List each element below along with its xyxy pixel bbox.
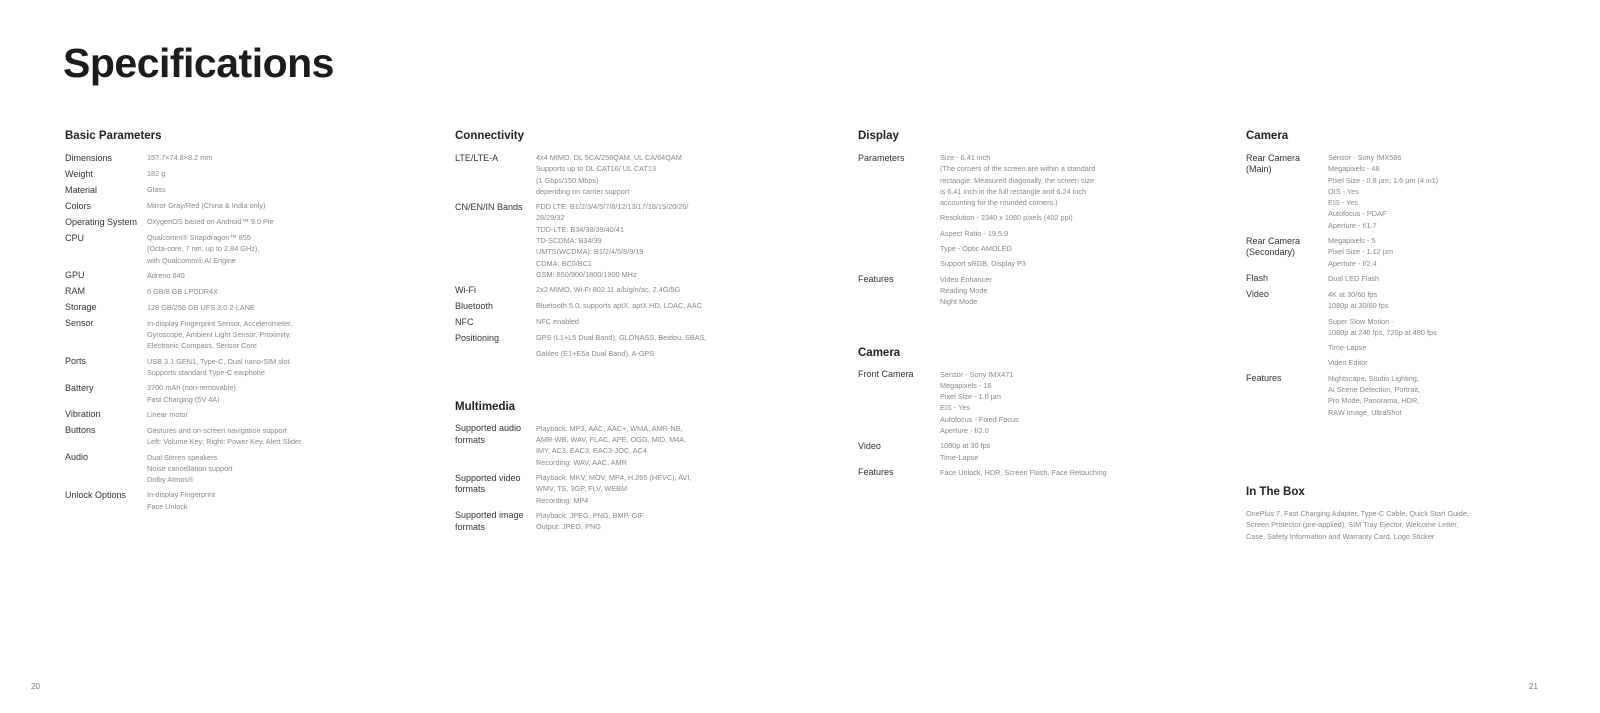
spec-value-line: accounting for the rounded corners.) (940, 198, 1058, 208)
spec-label: Unlock Options (65, 489, 127, 500)
spec-value-line: (Octa-core, 7 nm, up to 2.84 GHz), (147, 244, 260, 254)
spec-label: Buttons (65, 425, 96, 436)
spec-value-line: 1080p at 240 fps, 720p at 480 fps (1328, 327, 1437, 337)
spec-values (147, 232, 365, 266)
spec-value-line: USB 3.1 GEN1, Type-C, Dual nano-SIM slot (147, 356, 290, 366)
spec-value-line: 6 GB/8 GB LPDDR4X (147, 286, 218, 296)
spec-value-line: Type - Optic AMOLED (940, 244, 1012, 254)
spec-values (1328, 289, 1546, 369)
spec-label: Front Camera (858, 369, 914, 380)
spec-row (65, 452, 365, 486)
spec-row (1246, 235, 1546, 269)
spec-value-line: OxygenOS based on Android™ 9.0 Pie (147, 217, 274, 226)
spec-value-line: Sensor - Sony IMX586 (1328, 153, 1402, 162)
spec-value-line: TDD-LTE: B34/38/39/40/41 (536, 224, 624, 234)
spec-value-line: Aperture - f/2.0 (940, 426, 989, 436)
spec-label: Weight (65, 168, 93, 179)
spec-value-line: 1080p at 30/60 fps (1328, 301, 1389, 311)
spec-row (65, 409, 365, 421)
spec-label: Operating System (65, 216, 138, 227)
spec-label: Video (858, 440, 881, 451)
spec-value-line: Pixel Size - 1.12 µm (1328, 247, 1394, 257)
spec-values (147, 216, 365, 228)
spec-values (940, 274, 1188, 308)
spec-row (65, 152, 365, 164)
spec-value-line: Supports standard Type-C earphone (147, 368, 265, 378)
spec-values (147, 489, 365, 512)
spec-values (940, 369, 1188, 437)
spec-row (455, 332, 785, 359)
column-camera (1246, 130, 1546, 542)
spec-label: Supported audio formats (455, 423, 522, 445)
spec-label: Battery (65, 382, 94, 393)
spec-value-line: GPS (L1+L5 Dual Band), GLONASS, Beidou, SBAS, (536, 333, 707, 343)
spec-value-line: 182 g (147, 169, 166, 178)
spec-row (65, 382, 365, 405)
column-basic-parameters (65, 130, 365, 516)
section-title: Display (858, 130, 899, 142)
spec-label: GPU (65, 270, 85, 281)
spec-value-line: Pro Mode, Panorama, HDR, (1328, 396, 1420, 406)
spec-row (858, 369, 1188, 437)
spec-value-line: Playback: JPEG, PNG, BMP, GIF (536, 510, 644, 520)
spec-values (536, 332, 785, 359)
column-display (858, 130, 1188, 483)
spec-value-line: Bluetooth 5.0, supports aptX, aptX HD, LDAC, AAC (536, 301, 702, 311)
spec-value-line: 4x4 MIMO, DL 5CA/256QAM, UL CA/64QAM (536, 153, 682, 162)
spec-value-line: Dual Stereo speakers (147, 452, 218, 462)
spec-row (858, 274, 1188, 308)
spec-value-line: 1080p at 30 fps (940, 441, 991, 451)
spec-value-line: Qualcomm® Snapdragon™ 855 (147, 233, 251, 242)
spec-row (455, 472, 785, 506)
spec-value-line: Nightscape, Studio Lighting, (1328, 373, 1419, 383)
spec-value-line: In-display Fingerprint Sensor, Accelerometer, (147, 318, 293, 328)
spec-values (147, 152, 365, 164)
spec-value-line: Face Unlock (147, 501, 188, 511)
spec-row (455, 510, 785, 534)
spec-values (147, 286, 365, 298)
spec-label: Flash (1246, 273, 1269, 284)
spec-row (65, 425, 365, 448)
section-rows (455, 423, 785, 534)
spec-label: Parameters (858, 152, 905, 163)
spec-values (147, 200, 365, 212)
in-the-box-text (1246, 508, 1546, 542)
spec-row (455, 152, 785, 197)
spec-label: Dimensions (65, 152, 113, 163)
spec-value-line: Resolution - 2340 x 1080 pixels (402 ppi) (940, 213, 1073, 223)
spec-label: Sensor (65, 318, 94, 329)
spec-value-line: Night Mode (940, 297, 978, 307)
section-rows (65, 152, 365, 512)
spec-values (147, 270, 365, 282)
spec-value-line: with Qualcomm® AI Engine (147, 255, 236, 265)
spec-value-line: 128 GB/256 GB UFS 3.0 2-LANE (147, 302, 255, 312)
spec-row (65, 356, 365, 379)
spec-row (1246, 273, 1546, 285)
spec-label: CN/EN/IN Bands (455, 201, 523, 212)
spec-row (1246, 152, 1546, 231)
spec-label: LTE/LTE-A (455, 152, 499, 163)
spec-value-line: UMTS(WCDMA): B1/2/4/5/8/9/19 (536, 247, 644, 257)
spec-label: Features (858, 274, 894, 285)
spec-row (455, 201, 785, 280)
spec-row (455, 316, 785, 328)
spec-value-line: Megapixels - 5 (1328, 236, 1376, 246)
spec-value-line: GSM: 850/900/1800/1900 MHz (536, 269, 637, 279)
spec-values (147, 452, 365, 486)
spec-label: Colors (65, 200, 92, 211)
spec-label: Positioning (455, 332, 500, 343)
spec-values (536, 316, 785, 328)
spec-value-line: 28/29/32 (536, 213, 565, 223)
spec-label: Features (1246, 373, 1282, 384)
spec-label: Features (858, 467, 894, 478)
spec-values (536, 472, 785, 506)
spec-value-line: is 6.41 inch in the full rectangle and 6.24 inch (940, 186, 1087, 196)
spec-value-line: Playback: MKV, MOV, MP4, H.265 (HEVC), AVI, (536, 473, 692, 483)
spec-value-line: Galileo (E1+E5a Dual Band), A-GPS (536, 348, 655, 358)
spec-value-line: Gyroscope, Ambient Light Sensor, Proximity, (147, 330, 291, 340)
spec-label: Bluetooth (455, 300, 494, 311)
spec-values (536, 423, 785, 468)
spec-value-line: Sensor - Sony IMX471 (940, 369, 1014, 379)
spec-label: Material (65, 184, 98, 195)
in-the-box-line: Screen Protector (pre-applied), SIM Tray Ejector, Welcome Letter, (1246, 520, 1459, 530)
spec-value-line: AI Scene Detection, Portrait, (1328, 385, 1421, 395)
spec-values (536, 152, 785, 197)
page-title: Specifications (63, 40, 334, 86)
spec-value-line: depending on carrier support (536, 186, 630, 196)
spec-values (940, 152, 1188, 270)
spec-value-line: Mirror Gray/Red (China & India only) (147, 201, 266, 210)
spec-value-line: Face Unlock, HDR, Screen Flash, Face Retouching (940, 467, 1107, 477)
spec-label: Ports (65, 356, 87, 367)
spec-values (147, 184, 365, 196)
spec-values (147, 382, 365, 405)
spec-value-line: NFC enabled (536, 317, 579, 327)
spec-value-line: Dolby Atmos® (147, 475, 194, 485)
spec-label: Storage (65, 302, 97, 313)
section-title: Basic Parameters (65, 130, 162, 142)
spec-value-line: (The corners of the screen are within a standard (940, 164, 1096, 174)
spec-values (1328, 273, 1546, 285)
spec-label: Supported video formats (455, 472, 521, 495)
spec-value-line: Recording: MP4 (536, 495, 589, 505)
spec-values (536, 510, 785, 534)
spec-values (147, 425, 365, 448)
spec-value-line: Recording: WAV, AAC, AMR (536, 457, 627, 467)
spec-value-line: Adreno 640 (147, 270, 185, 280)
spec-value-line: 157.7×74.8×8.2 mm (147, 153, 213, 162)
spec-value-line: Autofocus - Fixed Focus (940, 414, 1019, 424)
page-number-left: 20 (31, 682, 40, 691)
spec-value-line: 3700 mAh (non-removable) (147, 383, 236, 393)
spec-row (65, 184, 365, 196)
spec-value-line: Left: Volume Key; Right: Power Key, Alert Slider (147, 437, 302, 447)
spec-row (65, 318, 365, 352)
spec-row (455, 284, 785, 296)
spec-value-line: Gestures and on-screen navigation support (147, 425, 287, 435)
spec-value-line: Glass (147, 185, 166, 194)
spec-row (858, 440, 1188, 463)
spec-row (65, 270, 365, 282)
spec-value-line: Pixel Size - 0.8 µm; 1.6 µm (4 in1) (1328, 175, 1439, 185)
spec-label: Rear Camera (Main) (1246, 152, 1301, 174)
spec-values (147, 409, 365, 421)
spec-row (858, 152, 1188, 270)
spec-row (65, 489, 365, 512)
spec-value-line: OIS - Yes (1328, 186, 1359, 196)
spec-row (65, 232, 365, 266)
spec-value-line: IMY, AC3, EAC3, EAC3-JOC, AC4 (536, 446, 647, 456)
spec-label: RAM (65, 286, 85, 297)
spec-label: NFC (455, 316, 474, 327)
spec-value-line: RAW Image, UltraShot (1328, 407, 1402, 417)
spec-value-line: Playback: MP3, AAC, AAC+, WMA, AMR-NB, (536, 423, 683, 433)
spec-value-line: CDMA: BC0/BC1 (536, 258, 592, 268)
spec-row (455, 300, 785, 312)
spec-value-line: EIS - Yes (940, 403, 971, 413)
spec-value-line: 4K at 30/60 fps (1328, 289, 1378, 299)
spec-value-line: Video Enhancer (940, 274, 992, 284)
spec-value-line: WMV, TS, 3GP, FLV, WEBM (536, 484, 628, 494)
spec-row (65, 216, 365, 228)
spec-value-line: Fast Charging (5V 4A) (147, 394, 220, 404)
spec-value-line: FDD LTE: B1/2/3/4/5/7/8/12/13/17/18/19/20/26/ (536, 202, 689, 212)
spec-value-line: Support sRGB, Display P3 (940, 259, 1026, 269)
spec-values (536, 300, 785, 312)
spec-values (940, 467, 1188, 479)
spec-value-line: Aperture - f/2.4 (1328, 258, 1377, 268)
spec-values (1328, 373, 1546, 418)
spec-label: Video (1246, 289, 1269, 300)
spec-value-line: Noise cancellation support (147, 463, 233, 473)
spec-label: Rear Camera (Secondary) (1246, 235, 1301, 258)
spec-value-line: Super Slow Motion - (1328, 316, 1394, 326)
spec-value-line: Time-Lapse (940, 452, 979, 462)
spec-values (1328, 235, 1546, 269)
spec-value-line: In-display Fingerprint (147, 490, 216, 500)
spec-value-line: (1 Gbps/150 Mbps) (536, 175, 599, 185)
spec-label: Wi-Fi (455, 284, 476, 295)
spec-label: Audio (65, 452, 89, 463)
section-title: Multimedia (455, 400, 516, 413)
spec-label: Supported image formats (455, 510, 524, 532)
spec-values (147, 318, 365, 352)
spec-value-line: Size - 6.41 inch (940, 153, 991, 162)
spec-row (65, 286, 365, 298)
page-number-right: 21 (1529, 682, 1538, 691)
spec-row (1246, 373, 1546, 418)
column-connectivity (455, 130, 785, 537)
spec-value-line: Autofocus - PDAF (1328, 209, 1387, 219)
spec-value-line: Output: JPEG, PNG (536, 522, 601, 532)
in-the-box-line: Case, Safety Information and Warranty Card, Logo Sticker (1246, 531, 1435, 541)
spec-values (147, 356, 365, 379)
spec-value-line: Electronic Compass, Sensor Core (147, 341, 257, 351)
spec-values (1328, 152, 1546, 231)
spec-value-line: Reading Mode (940, 285, 988, 295)
spec-value-line: TD-SCDMA: B34/39 (536, 236, 602, 246)
spec-values (536, 201, 785, 280)
spec-row (65, 168, 365, 180)
section-rows (455, 152, 785, 359)
spec-value-line: Time-Lapse (1328, 343, 1367, 353)
section-title: In The Box (1246, 485, 1305, 498)
spec-row (1246, 289, 1546, 369)
section-title: Connectivity (455, 130, 525, 142)
spec-value-line: Megapixels - 48 (1328, 164, 1380, 174)
spec-value-line: Pixel Size - 1.0 µm (940, 392, 1001, 402)
spec-values (147, 168, 365, 180)
spec-row (65, 200, 365, 212)
section-rows (1246, 152, 1546, 418)
spec-value-line: Linear motor (147, 409, 188, 419)
spec-label: Vibration (65, 409, 101, 420)
spec-row (65, 302, 365, 314)
section-rows (858, 152, 1188, 308)
spec-value-line: 2x2 MIMO, Wi-Fi 802.11 a/b/g/n/ac, 2.4G/5G (536, 285, 681, 295)
spec-value-line: rectangle. Measured diagonally, the screen size (940, 175, 1094, 185)
in-the-box-line: OnePlus 7, Fast Charging Adapter, Type-C Cable, Quick Start Guide, (1246, 508, 1469, 518)
spec-values (940, 440, 1188, 463)
section-rows (858, 369, 1188, 479)
spec-value-line: Video Editor (1328, 358, 1368, 368)
spec-value-line: Dual LED Flash (1328, 273, 1380, 283)
spec-value-line: Aperture - f/1.7 (1328, 220, 1377, 230)
spec-value-line: Megapixels - 16 (940, 380, 992, 390)
spec-value-line: Aspect Ratio - 19.5:9 (940, 228, 1009, 238)
section-title: Camera (858, 346, 901, 359)
spec-value-line: AMR-WB, WAV, FLAC, APE, OGG, MID, M4A, (536, 435, 687, 445)
spec-label: CPU (65, 232, 85, 243)
spec-value-line: EIS - Yes (1328, 198, 1359, 208)
spec-values (536, 284, 785, 296)
spec-values (147, 302, 365, 314)
spec-value-line: Supports up to DL CAT16/ UL CAT13 (536, 164, 657, 174)
spec-row (455, 423, 785, 468)
spec-row (858, 467, 1188, 479)
section-title: Camera (1246, 130, 1289, 142)
